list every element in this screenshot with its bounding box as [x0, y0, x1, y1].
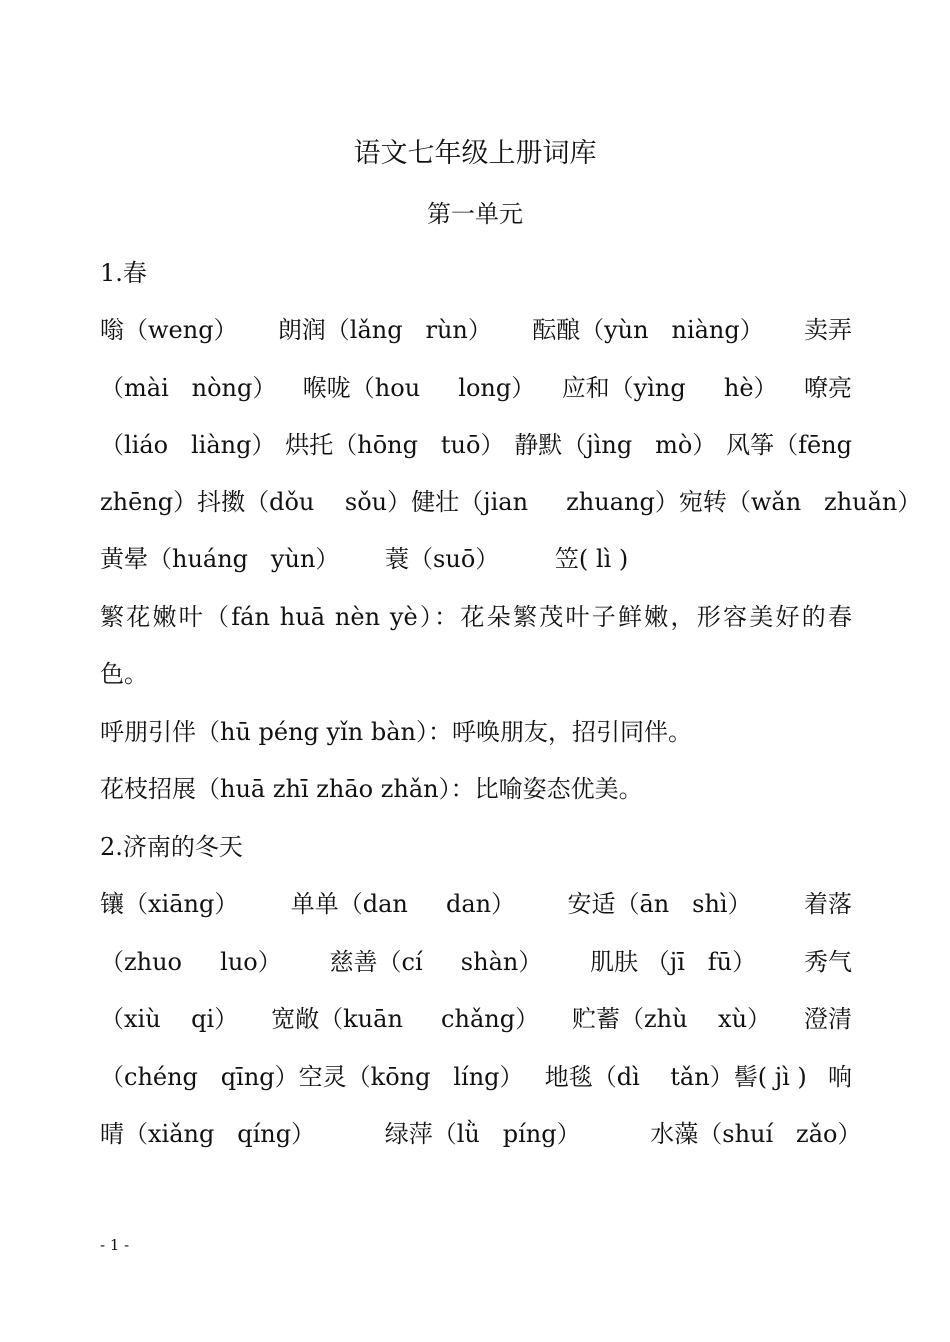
vocab-item: 烘托（hōng tuō）: [285, 431, 505, 459]
lesson-2-heading: 2.济南的冬天: [100, 833, 243, 861]
vocab-item: 黄晕（huáng yùn）: [100, 545, 340, 573]
vocab-item: 蓑（suō）: [385, 545, 500, 573]
vocab-item: （liáo liàng）: [100, 431, 276, 459]
vocab-item: 着落: [803, 890, 852, 918]
lesson-2-vocab-row-5: [100, 1116, 862, 1152]
vocab-item: 慈善（cí shàn）: [329, 948, 543, 976]
vocab-item: 酝酿（yùn niàng）: [532, 316, 764, 344]
vocab-item: 抖擞（dǒu sǒu）: [197, 488, 412, 516]
lesson-1-heading: 1.春: [100, 259, 147, 287]
vocab-item: 静默（jìng mò）: [514, 431, 717, 459]
vocab-item: （mài nòng）: [100, 374, 277, 402]
lesson-1-vocab-row-3: [100, 427, 852, 463]
lesson-1-vocab-row-5: [100, 541, 852, 577]
lesson-2-vocab-row-4: [100, 1059, 852, 1095]
vocab-item: 嘹亮: [803, 374, 852, 402]
vocab-item: zhēng）: [100, 488, 198, 516]
vocab-item: （chéng qīng）空灵（kōng líng）: [100, 1063, 524, 1091]
vocab-item: 朗润（lǎng rùn）: [277, 316, 492, 344]
vocab-item: 绿萍（lǜ píng）: [384, 1120, 581, 1148]
vocab-item: 响: [828, 1063, 852, 1091]
vocab-item: 健壮（jian zhuang）宛转（wǎn zhuǎn）: [411, 488, 922, 516]
vocab-item: 单单（dan dan）: [290, 890, 516, 918]
idiom-definition-continued: 色。: [100, 660, 148, 688]
vocab-item: （xiù qi）: [100, 1005, 239, 1033]
vocab-item: 水藻（shuí zǎo）: [650, 1120, 862, 1148]
idiom-definition: 花枝招展（huā zhī zhāo zhǎn）：比喻姿态优美。: [100, 775, 643, 803]
lesson-2-vocab-row-2: [100, 944, 852, 980]
page-number: - 1 -: [100, 1236, 130, 1254]
vocab-item: 贮蓄（zhù xù）: [571, 1005, 772, 1033]
lesson-1-vocab-row-4: [100, 484, 922, 520]
vocab-item: 澄清: [803, 1005, 852, 1033]
vocab-item: 秀气: [803, 948, 852, 976]
vocab-item: 嗡（weng）: [100, 316, 238, 344]
lesson-2-vocab-row-1: [100, 886, 852, 922]
idiom-definition: 呼朋引伴（hū péng yǐn bàn）：呼唤朋友，招引同伴。: [100, 718, 693, 746]
unit-heading: 第一单元: [427, 200, 523, 228]
vocab-item: 卖弄: [803, 316, 852, 344]
vocab-item: 镶（xiāng）: [100, 890, 239, 918]
vocab-item: （zhuo luo）: [100, 948, 282, 976]
lesson-2-vocab-row-3: [100, 1001, 852, 1037]
vocab-item: 地毯（dì tǎn）髻( jì ): [544, 1063, 807, 1091]
lesson-1-vocab-row-2: [100, 370, 852, 406]
vocab-item: 笠( lì ): [554, 545, 629, 573]
vocab-item: 应和（yìng hè）: [561, 374, 778, 402]
vocab-item: 肌肤 （jī fū）: [590, 948, 757, 976]
document-title: 语文七年级上册词库: [353, 138, 597, 169]
lesson-1-vocab-row-1: [100, 312, 852, 348]
vocab-item: 宽敞（kuān chǎng）: [271, 1005, 540, 1033]
vocab-item: 安适（ān shì）: [567, 890, 752, 918]
idiom-definition: 繁花嫩叶（fán huā nèn yè）：花朵繁茂叶子鲜嫩，形容美好的春: [100, 603, 852, 631]
vocab-item: 晴（xiǎng qíng）: [100, 1120, 316, 1148]
vocab-item: 风筝（fēng: [726, 431, 852, 459]
vocab-item: 喉咙（hou long）: [302, 374, 536, 402]
